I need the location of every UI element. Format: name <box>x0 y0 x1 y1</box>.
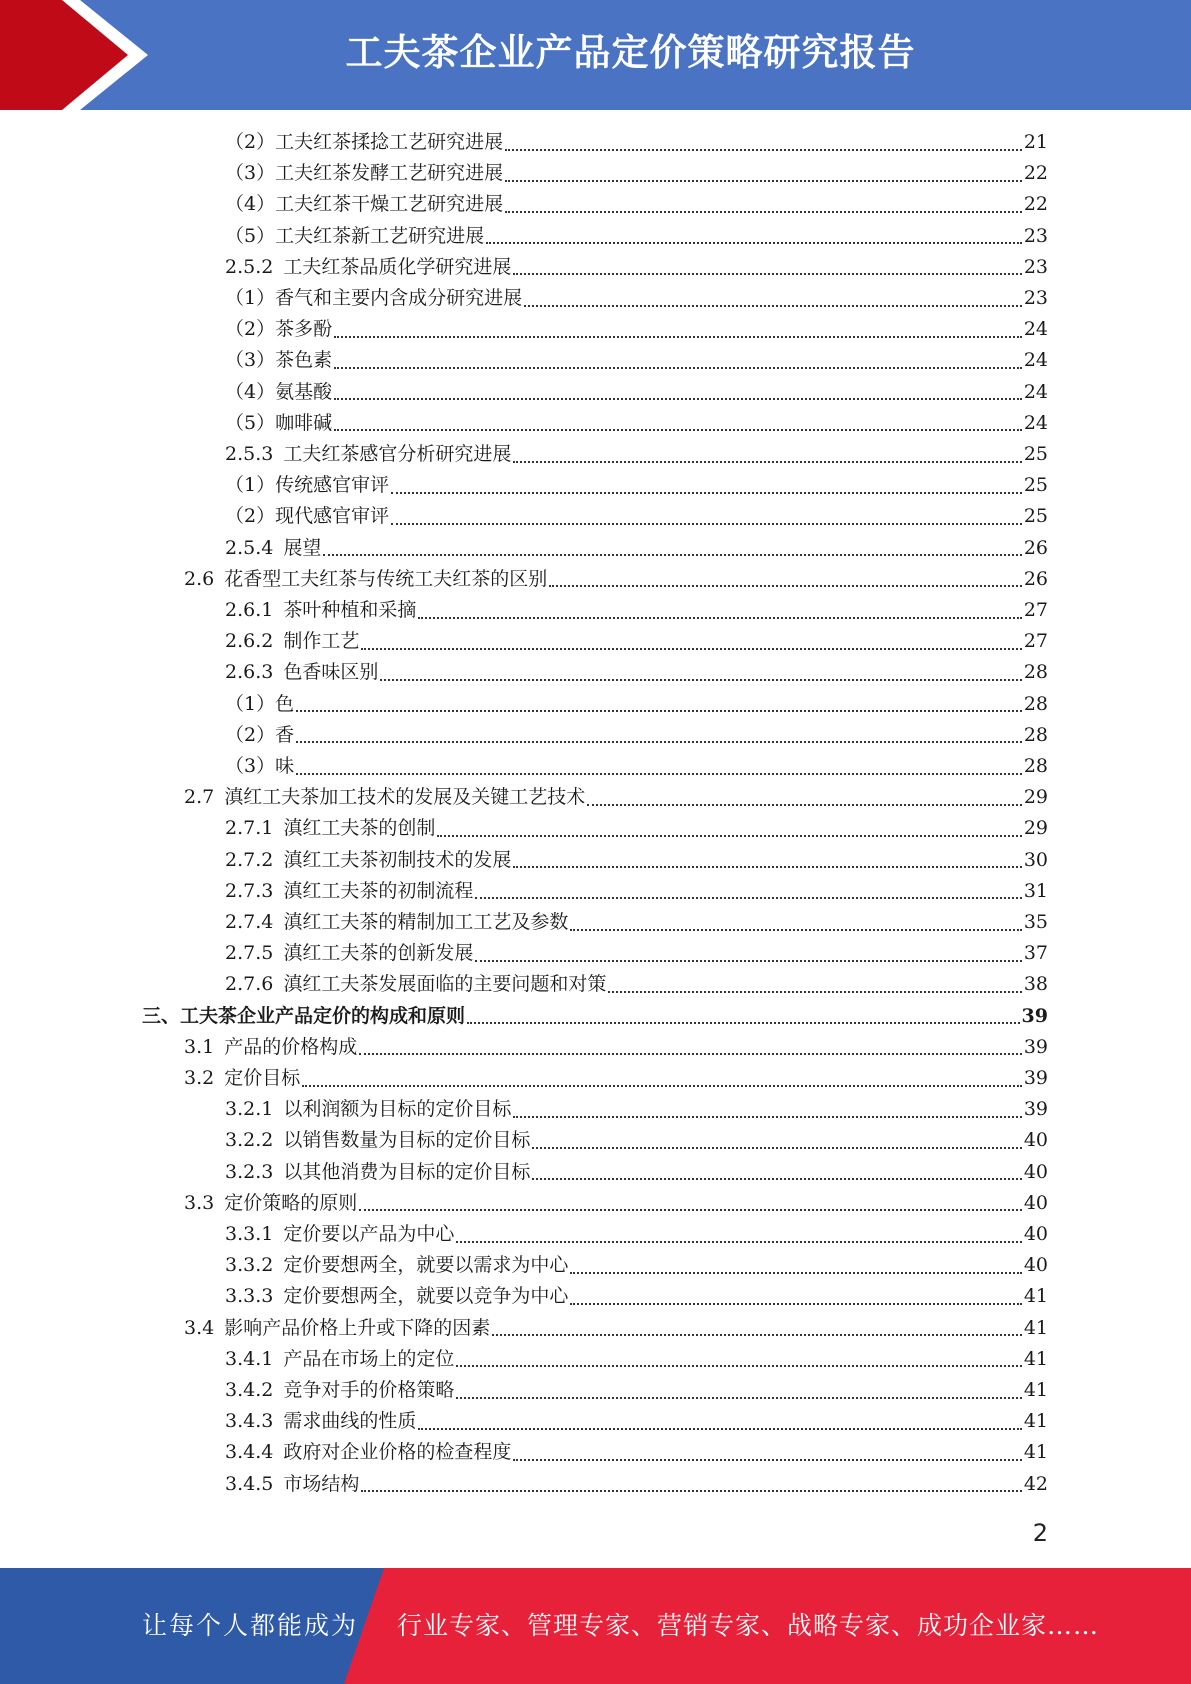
toc-entry[interactable] <box>225 470 1048 501</box>
toc-entry-title: 定价要想两全，就要以竞争为中心 <box>283 1285 569 1308</box>
toc-entry-page: 21 <box>1023 131 1048 153</box>
toc-entry-number: 2.6.3 <box>225 661 274 684</box>
toc-entry-number: 3.4.2 <box>225 1379 274 1401</box>
toc-entry-page: 28 <box>1023 723 1048 746</box>
toc-entry-title: 政府对企业价格的检查程度 <box>283 1441 512 1464</box>
toc-entry-title: 味 <box>275 755 295 777</box>
toc-dot-leader <box>334 398 1022 400</box>
toc-entry-number: 2.7.5 <box>225 942 274 965</box>
toc-entry-title: 现代感官审评 <box>275 505 390 528</box>
toc-entry-number: 2.6.2 <box>225 630 274 653</box>
page-number: 2 <box>1032 1519 1048 1547</box>
toc-entry[interactable] <box>225 876 1048 907</box>
toc-dot-leader <box>418 617 1021 619</box>
toc-entry-number: 3.3.2 <box>225 1254 274 1277</box>
toc-entry-page: 42 <box>1023 1472 1048 1495</box>
toc-entry-page: 41 <box>1023 1410 1048 1433</box>
toc-entry[interactable] <box>184 782 1048 813</box>
toc-dot-leader <box>570 929 1021 931</box>
toc-dot-leader <box>505 211 1022 213</box>
toc-entry-title: 产品的价格构成 <box>224 1035 358 1058</box>
toc-entry-page: 27 <box>1023 599 1048 621</box>
toc-entry-page: 29 <box>1023 786 1048 809</box>
toc-dot-leader <box>296 710 1022 712</box>
toc-dot-leader <box>391 492 1022 494</box>
toc-dot-leader <box>513 1459 1021 1461</box>
toc-entry-title: 竞争对手的价格策略 <box>283 1379 455 1401</box>
toc-entry-number: （1） <box>225 474 276 497</box>
toc-entry-number: 2.7 <box>184 786 215 809</box>
toc-dot-leader <box>532 1178 1021 1180</box>
toc-entry[interactable] <box>225 1250 1048 1281</box>
toc-dot-leader <box>456 1241 1021 1243</box>
toc-entry[interactable] <box>225 221 1048 252</box>
toc-entry-title: 传统感官审评 <box>275 474 390 497</box>
toc-entry-title: 滇红工夫茶加工技术的发展及关键工艺技术 <box>224 786 586 809</box>
toc-entry-number: （2） <box>225 723 276 746</box>
toc-entry-number: 2.7.4 <box>225 911 274 933</box>
toc-entry-number: 2.7.2 <box>225 848 274 871</box>
toc-entry-page: 22 <box>1023 162 1048 185</box>
toc-entry-number: （4） <box>225 193 276 216</box>
toc-dot-leader <box>456 1365 1021 1367</box>
toc-entry-title: 工夫红茶品质化学研究进展 <box>283 255 512 278</box>
toc-entry-number: 3.4.3 <box>225 1410 274 1433</box>
toc-entry-page: 27 <box>1023 630 1048 653</box>
toc-entry[interactable] <box>225 657 1048 688</box>
toc-entry-title: 展望 <box>283 536 322 559</box>
toc-entry-page: 31 <box>1023 879 1048 902</box>
toc-entry[interactable] <box>225 533 1048 564</box>
toc-dot-leader <box>505 149 1022 151</box>
toc-dot-leader <box>334 367 1022 369</box>
toc-entry[interactable] <box>225 283 1048 314</box>
toc-entry[interactable] <box>142 1001 1048 1032</box>
toc-dot-leader <box>570 1272 1021 1274</box>
toc-dot-leader <box>513 461 1021 463</box>
toc-entry-page: 41 <box>1023 1316 1048 1339</box>
toc-dot-leader <box>475 897 1021 899</box>
toc-entry-number: 2.5.3 <box>225 443 274 465</box>
toc-entry-page: 28 <box>1023 661 1048 684</box>
toc-entry-page: 26 <box>1023 536 1048 559</box>
toc-entry-title: 茶色素 <box>275 349 333 372</box>
toc-dot-leader <box>302 1085 1022 1087</box>
toc-entry-page: 28 <box>1023 692 1048 715</box>
toc-entry[interactable] <box>184 1188 1048 1219</box>
footer-slogan-right: 行业专家、管理专家、营销专家、战略专家、成功企业家…… <box>397 1611 1100 1640</box>
toc-dot-leader <box>475 960 1021 962</box>
toc-entry[interactable] <box>225 345 1048 376</box>
toc-entry-page: 40 <box>1023 1160 1048 1183</box>
toc-entry[interactable] <box>225 1344 1048 1375</box>
toc-entry-title: 咖啡碱 <box>275 411 333 434</box>
toc-entry-page: 39 <box>1023 1067 1048 1089</box>
toc-entry[interactable] <box>225 158 1048 189</box>
toc-entry-page: 35 <box>1023 911 1048 933</box>
toc-dot-leader <box>380 679 1021 681</box>
toc-entry-number: 2.6.1 <box>225 599 274 621</box>
toc-entry-title: 以其他消费为目标的定价目标 <box>283 1160 531 1183</box>
toc-entry[interactable] <box>225 845 1048 876</box>
toc-entry-number: 3.1 <box>184 1035 215 1058</box>
toc-entry-title: 影响产品价格上升或下降的因素 <box>224 1316 491 1339</box>
toc-entry-page: 40 <box>1023 1191 1048 1214</box>
toc-entry-page: 23 <box>1023 255 1048 278</box>
toc-entry-number: 2.7.6 <box>225 973 274 996</box>
toc-entry-number: （1） <box>225 692 276 715</box>
toc-entry-page: 25 <box>1023 505 1048 528</box>
toc-entry[interactable] <box>184 1032 1048 1063</box>
toc-entry[interactable] <box>225 1437 1048 1468</box>
toc-entry[interactable] <box>225 1219 1048 1250</box>
toc-entry-title: 工夫茶企业产品定价的构成和原则 <box>180 1004 466 1027</box>
toc-entry-title: 以利润额为目标的定价目标 <box>283 1098 512 1121</box>
toc-entry[interactable] <box>225 252 1048 283</box>
toc-entry-title: 工夫红茶发酵工艺研究进展 <box>275 162 504 185</box>
toc-entry-page: 40 <box>1023 1223 1048 1245</box>
toc-entry-page: 28 <box>1023 755 1048 777</box>
toc-entry-number: 3.2.2 <box>225 1129 274 1152</box>
toc-entry[interactable] <box>225 813 1048 844</box>
toc-entry-number: 3.2.1 <box>225 1098 274 1121</box>
toc-dot-leader <box>334 336 1022 338</box>
toc-dot-leader <box>437 835 1021 837</box>
toc-entry[interactable] <box>225 1281 1048 1312</box>
toc-entry-page: 41 <box>1023 1285 1048 1308</box>
toc-entry-page: 24 <box>1023 349 1048 372</box>
toc-dot-leader <box>570 1303 1021 1305</box>
toc-entry-title: 滇红工夫茶的创新发展 <box>283 942 474 965</box>
toc-dot-leader <box>323 554 1021 556</box>
toc-entry-title: 色香味区别 <box>283 661 379 684</box>
report-title: 工夫茶企业产品定价策略研究报告 <box>345 31 916 74</box>
footer-slogan-left: 让每个人都能成为 <box>142 1611 359 1640</box>
toc-entry-title: 需求曲线的性质 <box>283 1410 417 1433</box>
toc-entry-title: 定价策略的原则 <box>224 1191 358 1214</box>
toc-dot-leader <box>513 1116 1021 1118</box>
toc-entry-number: 3.2.3 <box>225 1160 274 1183</box>
toc-entry-number: （5） <box>225 411 276 434</box>
toc-entry-title: 工夫红茶感官分析研究进展 <box>283 443 512 465</box>
toc-entry-title: 香 <box>275 723 295 746</box>
toc-entry-number: 2.5.4 <box>225 536 274 559</box>
toc-entry-title: 氨基酸 <box>275 380 333 403</box>
toc-entry-title: 定价目标 <box>224 1067 301 1089</box>
toc-dot-leader <box>492 1334 1022 1336</box>
toc-entry[interactable] <box>225 595 1048 626</box>
toc-entry[interactable] <box>225 1094 1048 1125</box>
toc-entry-title: 产品在市场上的定位 <box>283 1347 455 1370</box>
toc-entry-title: 工夫红茶新工艺研究进展 <box>275 224 485 247</box>
toc-entry-number: 三、 <box>142 1004 181 1027</box>
toc-entry[interactable] <box>225 377 1048 408</box>
toc-entry-page: 24 <box>1023 380 1048 403</box>
toc-dot-leader <box>486 242 1022 244</box>
toc-dot-leader <box>549 585 1022 587</box>
toc-entry-number: 3.3 <box>184 1191 215 1214</box>
toc-entry[interactable] <box>225 1375 1048 1406</box>
toc-entry-number: （5） <box>225 224 276 247</box>
toc-entry[interactable] <box>225 1157 1048 1188</box>
toc-entry[interactable] <box>225 314 1048 345</box>
toc-dot-leader <box>587 804 1022 806</box>
toc-dot-leader <box>532 1147 1021 1149</box>
report-header <box>0 0 1191 110</box>
toc-entry-title: 市场结构 <box>283 1472 360 1495</box>
toc-entry-title: 制作工艺 <box>283 630 360 653</box>
toc-entry-title: 工夫红茶干燥工艺研究进展 <box>275 193 504 216</box>
toc-entry-title: 色 <box>275 692 295 715</box>
toc-entry[interactable] <box>225 439 1048 470</box>
toc-entry[interactable] <box>184 1063 1048 1094</box>
toc-entry-page: 23 <box>1023 224 1048 247</box>
toc-entry-number: （3） <box>225 349 276 372</box>
toc-entry-number: 3.3.1 <box>225 1223 274 1245</box>
toc-entry-title: 滇红工夫茶的初制流程 <box>283 879 474 902</box>
toc-entry-number: 2.6 <box>184 567 215 590</box>
toc-entry-number: 2.5.2 <box>225 255 274 278</box>
toc-dot-leader <box>296 741 1022 743</box>
toc-entry-page: 37 <box>1023 942 1048 965</box>
toc-entry[interactable] <box>225 189 1048 220</box>
toc-entry-page: 30 <box>1023 848 1048 871</box>
toc-entry[interactable] <box>225 127 1048 158</box>
toc-dot-leader <box>505 180 1022 182</box>
toc-entry-page: 39 <box>1023 1035 1048 1058</box>
toc-dot-leader <box>359 1053 1022 1055</box>
toc-dot-leader <box>359 1209 1022 1211</box>
toc-dot-leader <box>456 1397 1021 1399</box>
toc-entry-number: 3.4.4 <box>225 1441 274 1464</box>
toc-entry-title: 定价要以产品为中心 <box>283 1223 455 1245</box>
toc-entry[interactable] <box>225 907 1048 938</box>
toc-entry-number: 3.4 <box>184 1316 215 1339</box>
toc-entry[interactable] <box>225 751 1048 782</box>
toc-dot-leader <box>524 305 1022 307</box>
toc-entry-number: 3.3.3 <box>225 1285 274 1308</box>
toc-dot-leader <box>391 523 1022 525</box>
toc-entry-title: 滇红工夫茶初制技术的发展 <box>283 848 512 871</box>
toc-entry[interactable] <box>184 564 1048 595</box>
toc-entry-page: 40 <box>1023 1254 1048 1277</box>
toc-entry-number: （3） <box>225 755 276 777</box>
toc-entry[interactable] <box>225 1469 1048 1500</box>
toc-dot-leader <box>361 648 1021 650</box>
toc-entry-page: 24 <box>1023 318 1048 341</box>
toc-entry-number: 3.4.5 <box>225 1472 274 1495</box>
toc-entry-title: 花香型工夫红茶与传统工夫红茶的区别 <box>224 567 548 590</box>
toc-entry-number: （1） <box>225 287 276 309</box>
toc-entry[interactable] <box>225 1406 1048 1437</box>
toc-entry[interactable] <box>225 689 1048 720</box>
toc-entry-title: 茶多酚 <box>275 318 333 341</box>
toc-entry-page: 38 <box>1023 973 1048 996</box>
toc-dot-leader <box>513 273 1021 275</box>
toc-entry-title: 滇红工夫茶的精制加工工艺及参数 <box>283 911 569 933</box>
toc-dot-leader <box>418 1428 1021 1430</box>
toc-entry[interactable] <box>225 408 1048 439</box>
toc-entry-number: （2） <box>225 505 276 528</box>
toc-entry[interactable] <box>225 720 1048 751</box>
toc-entry-number: 2.7.3 <box>225 879 274 902</box>
toc-entry[interactable] <box>225 938 1048 969</box>
toc-entry-page: 41 <box>1023 1347 1048 1370</box>
toc-entry-page: 25 <box>1023 443 1048 465</box>
toc-entry-title: 以销售数量为目标的定价目标 <box>283 1129 531 1152</box>
toc-entry[interactable] <box>225 626 1048 657</box>
toc-entry-number: 2.7.1 <box>225 817 274 840</box>
toc-entry[interactable] <box>225 501 1048 532</box>
toc-entry-title: 香气和主要内含成分研究进展 <box>275 287 523 309</box>
toc-entry-number: 3.2 <box>184 1067 215 1089</box>
toc-entry-number: （3） <box>225 162 276 185</box>
toc-entry[interactable] <box>184 1313 1048 1344</box>
toc-entry-page: 39 <box>1021 1004 1048 1027</box>
toc-dot-leader <box>513 866 1021 868</box>
toc-entry[interactable] <box>225 1125 1048 1156</box>
toc-entry-title: 工夫红茶揉捻工艺研究进展 <box>275 131 504 153</box>
toc-entry-page: 41 <box>1023 1441 1048 1464</box>
toc-dot-leader <box>608 991 1021 993</box>
toc-dot-leader <box>467 1022 1020 1024</box>
toc-entry-title: 滇红工夫茶的创制 <box>283 817 436 840</box>
toc-dot-leader <box>334 429 1022 431</box>
toc-entry-title: 定价要想两全，就要以需求为中心 <box>283 1254 569 1277</box>
toc-entry-title: 滇红工夫茶发展面临的主要问题和对策 <box>283 973 607 996</box>
toc-entry-page: 40 <box>1023 1129 1048 1152</box>
toc-entry[interactable] <box>225 969 1048 1000</box>
toc-entry-page: 25 <box>1023 474 1048 497</box>
toc-entry-title: 茶叶种植和采摘 <box>283 599 417 621</box>
toc-dot-leader <box>361 1490 1021 1492</box>
toc-entry-page: 26 <box>1023 567 1048 590</box>
toc-entry-page: 41 <box>1023 1379 1048 1401</box>
toc-entry-page: 29 <box>1023 817 1048 840</box>
toc-entry-number: 3.4.1 <box>225 1347 274 1370</box>
toc-entry-number: （4） <box>225 380 276 403</box>
toc-dot-leader <box>296 773 1022 775</box>
toc-entry-page: 24 <box>1023 411 1048 434</box>
toc-entry-page: 22 <box>1023 193 1048 216</box>
toc-entry-page: 23 <box>1023 287 1048 309</box>
toc-entry-page: 39 <box>1023 1098 1048 1121</box>
toc-entry-number: （2） <box>225 131 276 153</box>
footer-banner <box>0 1568 1191 1684</box>
toc-entry-number: （2） <box>225 318 276 341</box>
